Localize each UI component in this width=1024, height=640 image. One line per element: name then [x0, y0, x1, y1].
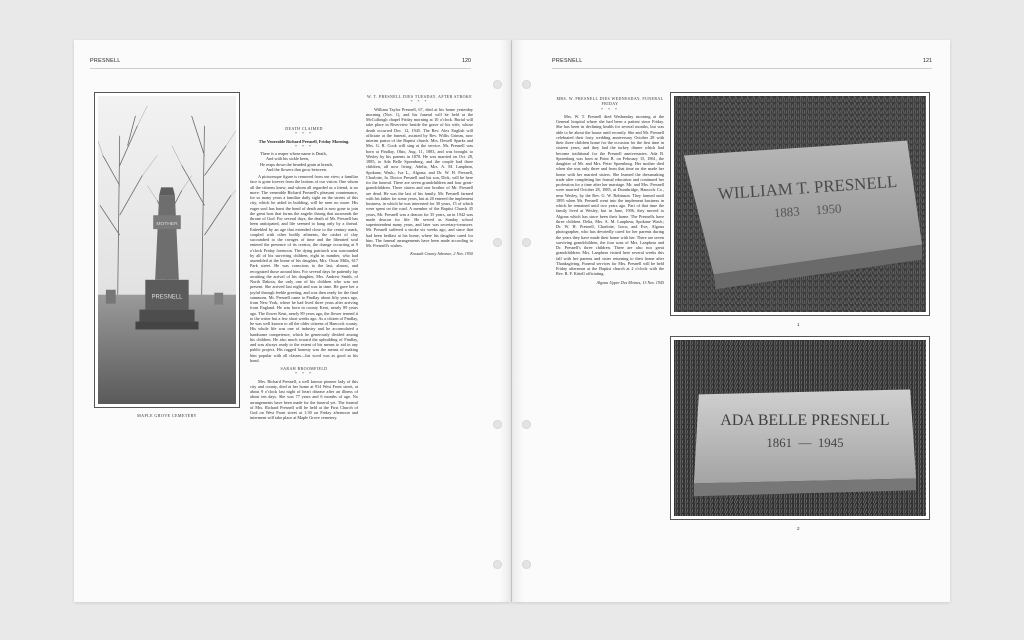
page-number: 121 [923, 58, 932, 64]
headline-stars: * * * [295, 371, 313, 377]
stone-dates-text: 1861 — 1945 [766, 435, 844, 450]
article-column [556, 96, 664, 516]
article-subhead: The Venerable Richard Presnell, Friday Morning. [258, 138, 350, 144]
running-head: PRESNELL [552, 58, 583, 64]
poem-line: He reaps down the bearded grain at breath, [260, 161, 333, 167]
binder-hole [522, 80, 531, 89]
article-source: Algona Upper Des Moines, 13 Nov. 1945 [596, 279, 664, 285]
headstone-photo-2-image [674, 340, 926, 516]
header-rule [90, 68, 471, 69]
right-page [512, 40, 950, 602]
binder-hole [522, 238, 531, 247]
monument-name-text: PRESNELL [151, 294, 183, 301]
stone-name-text: ADA BELLE PRESNELL [720, 412, 890, 430]
binder-hole [493, 238, 502, 247]
stone-name-text: WILLIAM T. PRESNELL [717, 171, 898, 204]
headline-stars: * * * [601, 106, 619, 112]
headline-stars: * * * [295, 131, 313, 137]
article-headline: MRS. W. PRESNELL DIES WEDNESDAY, FUNERAL FRIDAY [556, 96, 664, 107]
poem-line: And with his sickle keen, [266, 156, 310, 162]
article-body: William Taylor Presnell, 67, died at his home yesterday morning (Nov. 1), and his funeral will be held at the McCullough chapel Friday morning at 10 o'clock. Burial will take place in Riverview beside the grave of his wife, whose death occurred Dec. 12, 1945. The Rev. Alex English will officiate at the funeral, assisted by Rev. Willis Grimm, now interim pastor of the Baptist church. Mrs. Dewell Sparks and Mrs. G. R. Cook will sing at the service. Mr. Presnell was born at Findlay, Ohio, Aug. 11, 1883, and was brought to Wesley by his parents in 1878. He was married on Oct. 28, 1885, to Ada Belle Spoenburg, and the couple had three children, all now living: Adelia, Mrs. A. M. Lanphear, Spokane, Wash.; Iva L., Algona; and Dr. W. H. Presnell, Charlotte, Ia. Doctor Presnell and his son, Dick, will be here for the funeral. There are seven grandchildren and four great-grandchildren. There sisters and one brother of Mr. Presnell are dead. He was the last of his family. Mr. Presnell farmed with his father for some years, but at 20 entered the implement business, in which he was interested for 30 years, 15 of which were spent on the road. A member of the Baptist Church 45 years, Mr. Presnell was a deacon for 35 years, an in 1942 was made deacon for life. He served as Sunday school superintendent many years, and later was secretary-treasurer. Mr. Presnell suffered a stroke six weeks ago, and since that had been bedfast at his home, where his daughter cared for him. The funeral arrangements have been made according to Mr. Presnell's wishes. [366, 106, 473, 248]
binder-hole [493, 560, 502, 569]
cemetery-photo-image [98, 96, 236, 404]
binder-hole [493, 80, 502, 89]
figure-number: 2 [797, 526, 800, 531]
header-rule [552, 68, 932, 69]
page-number: 120 [462, 58, 471, 64]
article-body: A picturesque figure is removed from our view; a familiar face is gone forever from the bottom of our vision. One whom all the citizens knew, and whom all regarded as a friend, is no more. The venerable Richard Presnell's pleasant countenance, for so many years a familiar daily sight on the streets of this city, which he aided in building, will be seen no more. His eager soul has burst the bond of death and is now gone to join the great host that forms the angelic throng that surrounds the throne of God. For several days, the death of Mr. Presnell has been anticipated, and life seemed to hang only by a thread. Enfeebled by an age that extended close to the century mark, coupled with other bodily ailments, the casket of clay succumbed to the ravages of time and the liberated soul entered the presence of its creator, the change occurring at 9 o'clock Friday forenoon. The dying patriarch was surrounded by all of his surviving children, eight in number, who had assembled at the home of his daughter, Mrs. Oscar Mills, 617 Park street. He was conscious to the last, almost, and recognized those around him. For several days he patiently lay awaiting the arrival of his daughter, Mrs. Andrew Smith, of North Dakota, the only one of his children who was not present. She arrived last night and was in time. He gave her a joyful through feeble greeting, and was then ready for the final summons. Mr. Presnell came to Findlay about fifty years ago, from New York, where he had lived three years after arriving from England. He was born in county Kent, nearly 89 years ago. The flower Kent, nearly 89 years ago, the flower termed it to the writer but a few short weeks ago. As a citizen of Findlay, he was well known to all the older citizens of Hancock county. His whole life was one of industry and he accumulated a handsome competence, which he generously divided among his children. He also much toward the upbuilding of Findlay, and was always ready to the extent of his means to aid in any public project. His rugged honesty was the means of making him popular with all classes—his word was as good as his bond. [250, 174, 358, 363]
headstone-photo-2 [670, 336, 930, 520]
binder-hole [522, 420, 531, 429]
article-column-1 [250, 126, 358, 620]
headline-stars: * * * [410, 99, 429, 105]
figure-number: 1 [797, 322, 800, 327]
monument-mother-text: MOTHER [156, 222, 178, 228]
poem [260, 151, 358, 172]
article-body: Mrs. W. T. Presnell died Wednesday morning at the General hospital where she had been a patient since Friday. She has been in declining health for several months, but was able to be about the house until recently. She and Mr. Presnell celebrated their forty wedding anniversary October 28 with their three children home for the occasion for the first time in sixteen years, and they had the turkey dinner which had become traditional for the Presnell anniversaries. Ada B. Spoenburg was born at Point B. on February 15, 1861, the daughter of Mr. and Mrs. Peter Spoenburg. Her mother died when she was only three and from that time on she made her home with her married sisters. She learned the dressmaking trade after completing her formal education and continued her profession for a time after her marriage. Mr. and Mrs. Presnell were married October 28, 1885, at Doonbridge, Hancock Co., near Wesley, by the Rev. G. W. Robinson. They farmed until 1895 when Mr. Presnell went into the implement business in which he remained until two years ago. Part of that time the family lived at Wesley, but in June, 1906, they moved to Algona which has since been their home. The Presnells have three children. Delia, Mrs. A. M. Lanphear, Spokane Wash.; Dr. W. H. Presnell, Charlotte, Iowa; and Eve, Algona photographer, who has devotedly cared for her parents during the years they have made their home with her. There are seven surviving grandchildren, the four sons of Mrs. Lanphear and Dr. Presnell's three children. There are also two great grandchildren. Mrs. Lanphear visited here several weeks this fall with her parents and sister returning to their home after Thanksgiving. Funeral services for Mrs. Presnell will be held Friday afternoon at the Baptist church at 2 o'clock with the Rev. R. F. Kittell officiating. [556, 113, 664, 277]
binder-hole [493, 420, 502, 429]
article-headline: DEATH CLAIMED [285, 126, 323, 131]
binder-hole [522, 560, 531, 569]
article-column-2 [366, 92, 473, 592]
subhead-stars: * * * [295, 143, 313, 149]
article-body: Mrs. Richard Presnell, a well known pioneer lady of this city and county, died at her home at 914 West Front street, at about 9 o'clock last night of heart disease after an illness of about ten days. She was 77 years and 6 months of age. No arrangements have been made for the funeral yet. The funeral of Mrs. Richard Presnell will be held at the First Church of God on West Front street at 1:30 on Friday afternoon and interment will take place at Maple Grove cemetery. [250, 378, 358, 421]
poem-line: And the flowers that grow between. [266, 166, 327, 172]
poem-line: There is a reaper whose name is Death, [260, 151, 327, 156]
running-head: PRESNELL [90, 58, 121, 64]
cemetery-photo [94, 92, 240, 408]
article-headline: W. T. PRESNELL DIES TUESDAY, AFTER STROKE [366, 94, 473, 99]
left-page [74, 40, 511, 602]
stone-dates-text: 1883 1950 [773, 201, 842, 221]
photo-caption: MAPLE GROVE CEMETERY [137, 413, 197, 418]
headstone-photo-1 [670, 92, 930, 316]
article-headline: SARAH BROOMFIELD [280, 366, 328, 371]
article-source: Kossuth County Advance, 2 Nov. 1950 [410, 251, 473, 257]
headstone-photo-1-image [674, 96, 926, 312]
